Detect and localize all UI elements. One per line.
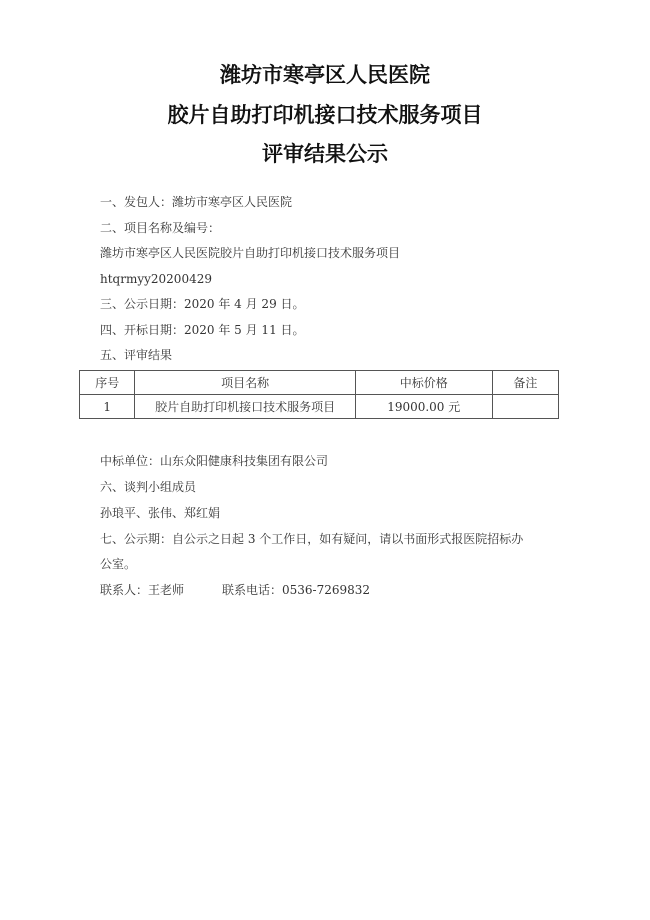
contact-line	[100, 582, 370, 598]
header-price: 中标价格	[355, 371, 492, 395]
cell-price: 19000.00 元	[355, 395, 492, 419]
project-heading: 二、项目名称及编号：	[100, 221, 221, 235]
result-heading: 五、评审结果	[100, 348, 173, 362]
title-line-2: 胶片自助打印机接口技术服务项目	[167, 103, 483, 127]
contact-phone: 联系电话：0536-7269832	[222, 583, 371, 597]
project-code: htqrmyy20200429	[100, 272, 212, 286]
header-remark: 备注	[492, 371, 558, 395]
cell-project-name: 胶片自助打印机接口技术服务项目	[135, 395, 355, 419]
panel-members: 孙琅平、张伟、郑红娟	[100, 506, 221, 520]
publish-date: 三、公示日期：2020 年 4 月 29 日。	[100, 297, 305, 311]
title-line-3: 评审结果公示	[262, 142, 388, 166]
objection-line-1: 七、公示期：自公示之日起 3 个工作日，如有疑问，请以书面形式报医院招标办	[100, 532, 524, 546]
winner-line: 中标单位：山东众阳健康科技集团有限公司	[100, 454, 329, 468]
cell-remark	[492, 395, 558, 419]
contact-person: 联系人：王老师	[100, 583, 185, 597]
objection-line-2: 公室。	[100, 557, 137, 571]
table-header-row	[80, 371, 559, 395]
header-project-name: 项目名称	[135, 371, 355, 395]
cell-index: 1	[80, 395, 135, 419]
bid-date: 四、开标日期：2020 年 5 月 11 日。	[100, 323, 305, 337]
panel-heading: 六、谈判小组成员	[100, 480, 197, 494]
project-name: 潍坊市寒亭区人民医院胶片自助打印机接口技术服务项目	[100, 246, 401, 260]
table-row	[80, 395, 559, 419]
header-index: 序号	[80, 371, 135, 395]
contractor-line: 一、发包人：潍坊市寒亭区人民医院	[100, 195, 293, 209]
title-line-1: 潍坊市寒亭区人民医院	[220, 63, 430, 87]
result-table	[79, 370, 559, 419]
